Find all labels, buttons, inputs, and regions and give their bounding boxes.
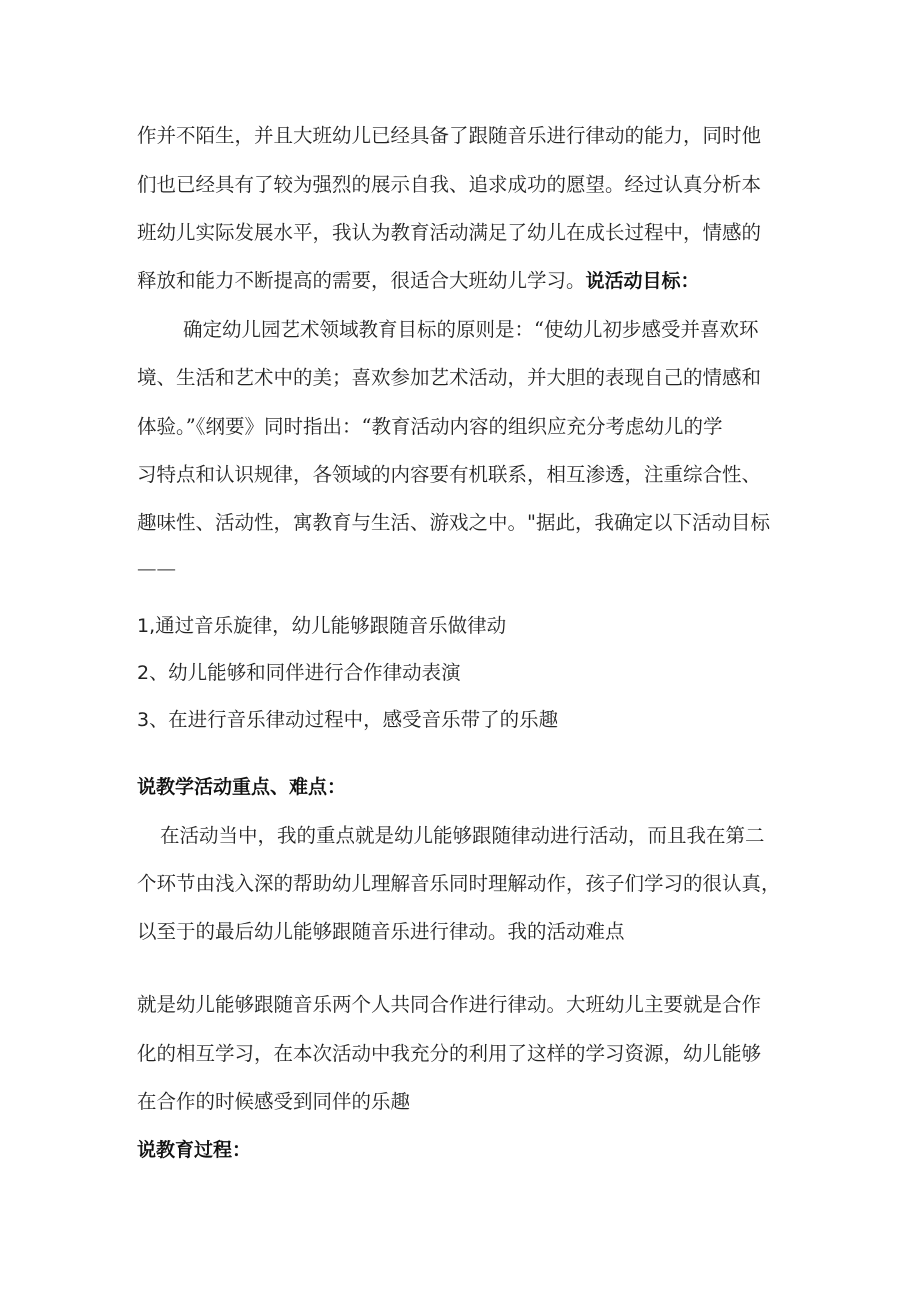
dash-line: —— <box>137 557 176 580</box>
section-heading-key-points: 说教学活动重点、难点： <box>137 776 347 798</box>
paragraph-line: 在合作的时候感受到同伴的乐趣 <box>137 1090 411 1113</box>
list-text: 通过音乐旋律，幼儿能够跟随音乐做律动 <box>155 614 507 637</box>
list-text: 幼儿能够和同伴进行合作律动表演 <box>168 661 461 684</box>
list-item <box>137 614 506 638</box>
paragraph-line: 在活动当中，我的重点就是幼儿能够跟随律动进行活动，而且我在第二 <box>160 824 765 847</box>
paragraph-line: 习特点和认识规律，各领域的内容要有机联系，相互渗透，注重综合性、 <box>137 463 762 486</box>
list-number: 1, <box>137 615 156 637</box>
paragraph-line: 体验。”《纲要》同时指出：“教育活动内容的组织应充分考虑幼儿的学 <box>137 415 723 438</box>
paragraph-line-with-heading <box>137 269 700 293</box>
paragraph-line: 们也已经具有了较为强烈的展示自我、追求成功的愿望。经过认真分析本 <box>137 173 762 196</box>
paragraph-line: 化的相互学习，在本次活动中我充分的利用了这样的学习资源，幼儿能够 <box>137 1042 762 1065</box>
paragraph-line: 确定幼儿园艺术领域教育目标的原则是：“使幼儿初步感受并喜欢环 <box>183 318 759 341</box>
paragraph-line: 作并不陌生，并且大班幼儿已经具备了跟随音乐进行律动的能力，同时他 <box>137 124 762 147</box>
paragraph-line: 班幼儿实际发展水平，我认为教育活动满足了幼儿在成长过程中，情感的 <box>137 221 762 244</box>
list-item <box>137 661 461 685</box>
paragraph-line: 以至于的最后幼儿能够跟随音乐进行律动。我的活动难点 <box>137 920 625 943</box>
list-number: 2、 <box>137 662 169 684</box>
paragraph-line: 个环节由浅入深的帮助幼儿理解音乐同时理解动作，孩子们学习的很认真， <box>137 872 781 895</box>
section-heading-process: 说教育过程： <box>137 1139 252 1161</box>
list-item <box>137 708 558 732</box>
paragraph-line: 趣味性、活动性，寓教育与生活、游戏之中。"据此，我确定以下活动目标 <box>137 511 770 534</box>
list-number: 3、 <box>137 709 169 731</box>
section-heading-goals: 说活动目标： <box>585 270 700 292</box>
list-text: 在进行音乐律动过程中，感受音乐带了的乐趣 <box>168 708 559 731</box>
paragraph-text: 释放和能力不断提高的需要，很适合大班幼儿学习。 <box>137 269 586 292</box>
paragraph-line: 就是幼儿能够跟随音乐两个人共同合作进行律动。大班幼儿主要就是合作 <box>137 993 762 1016</box>
paragraph-line: 境、生活和艺术中的美；喜欢参加艺术活动，并大胆的表现自己的情感和 <box>137 366 762 389</box>
